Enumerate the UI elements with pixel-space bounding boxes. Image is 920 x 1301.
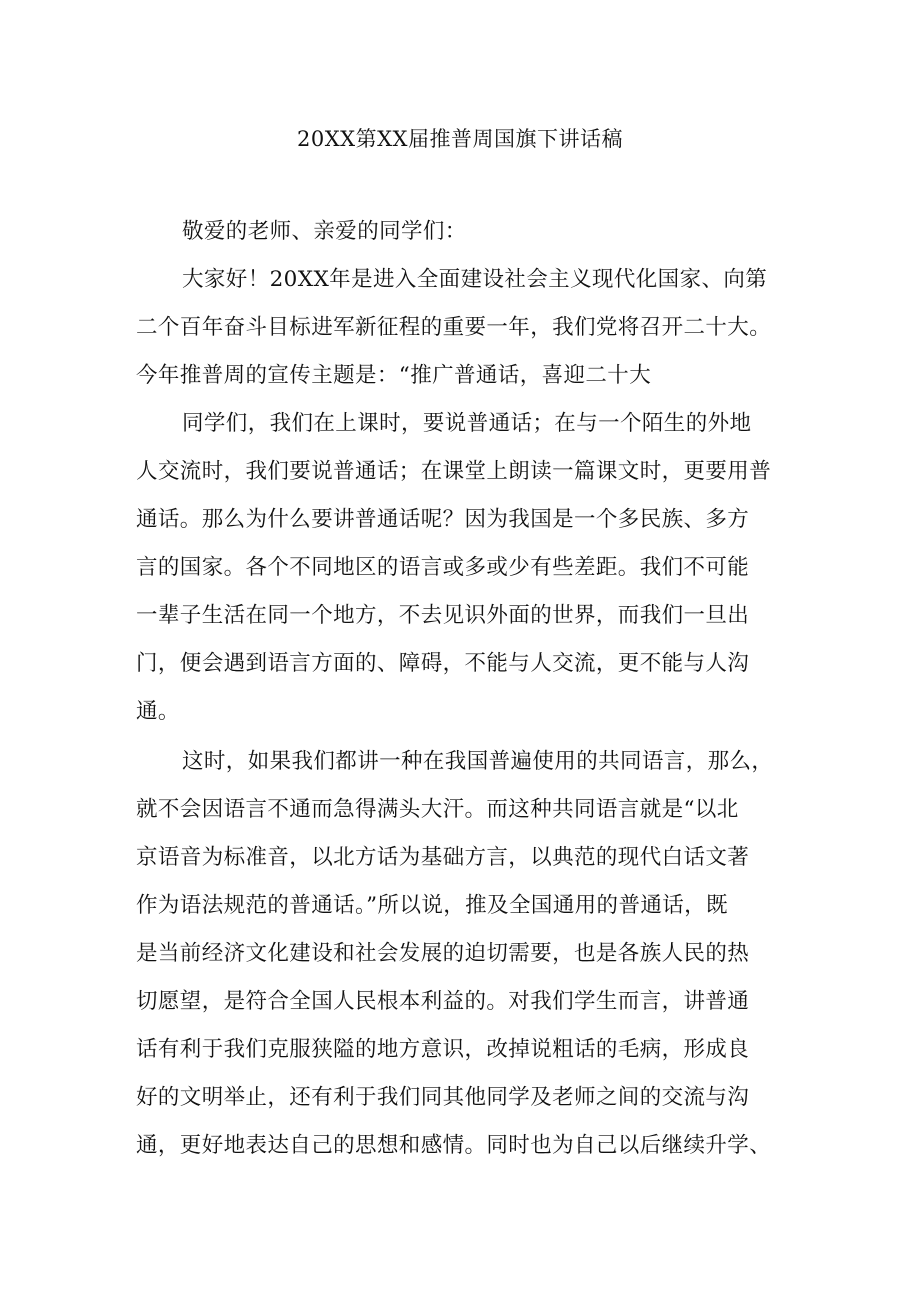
body-line: 京语音为标准音，以北方话为基础方言，以典范的现代白话文著: [136, 845, 750, 870]
salutation-line: 敬爱的老师、亲爱的同学们：: [182, 219, 467, 244]
body-line: 大家好！20XX年是进入全面建设社会主义现代化国家、向第: [182, 267, 768, 292]
body-line: 通。: [136, 699, 180, 724]
body-line: 通话。那么为什么要讲普通话呢？因为我国是一个多民族、多方: [136, 507, 750, 532]
body-line: 就不会因语言不通而急得满头大汗。而这种共同语言就是“以北: [136, 797, 739, 822]
body-line: 一辈子生活在同一个地方，不去见识外面的世界，而我们一旦出: [136, 603, 750, 628]
body-line: 言的国家。各个不同地区的语言或多或少有些差距。我们不可能: [136, 555, 750, 580]
body-line: 是当前经济文化建设和社会发展的迫切需要，也是各族人民的热: [136, 941, 750, 966]
body-line: 二个百年奋斗目标进军新征程的重要一年，我们党将召开二十大。: [136, 315, 772, 340]
body-line: 话有利于我们克服狭隘的地方意识，改掉说粗话的毛病，形成良: [136, 1037, 750, 1062]
body-line: 通，更好地表达自己的思想和感情。同时也为自己以后继续升学、: [136, 1133, 772, 1158]
body-line: 今年推普周的宣传主题是：“推广普通话，喜迎二十大: [136, 363, 652, 388]
document-title: 20XX第XX届推普周国旗下讲话稿: [296, 127, 624, 151]
body-line: 同学们，我们在上课时，要说普通话；在与一个陌生的外地: [182, 411, 752, 436]
body-line: 人交流时，我们要说普通话；在课堂上朗读一篇课文时，更要用普: [136, 459, 772, 484]
body-line: 好的文明举止，还有利于我们同其他同学及老师之间的交流与沟: [136, 1085, 750, 1110]
body-line: 门，便会遇到语言方面的、障碍，不能与人交流，更不能与人沟: [136, 651, 750, 676]
body-line: 作为语法规范的普通话。”所以说，推及全国通用的普通话，既: [136, 893, 728, 918]
body-line: 切愿望，是符合全国人民根本利益的。对我们学生而言，讲普通: [136, 989, 750, 1014]
body-line: 这时，如果我们都讲一种在我国普遍使用的共同语言，那么，: [182, 749, 774, 774]
